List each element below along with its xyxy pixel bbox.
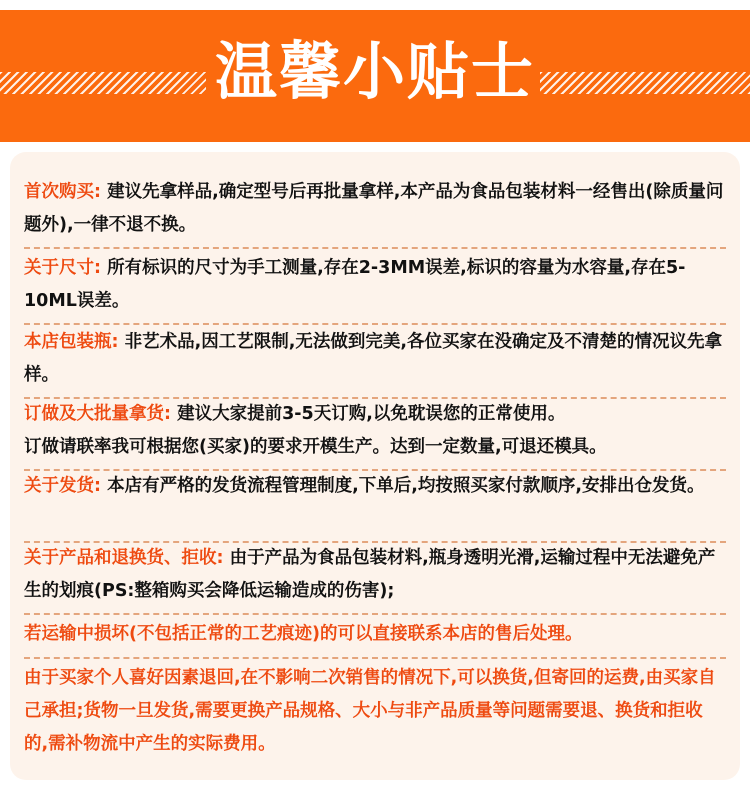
section-text: 建议大家提前3-5天订购,以免耽误您的正常使用。: [171, 404, 566, 424]
section-first-purchase: [10, 176, 740, 242]
divider: [24, 613, 726, 615]
section-personal-returns: [10, 662, 740, 761]
section-label: 订做及大批量拿货:: [24, 404, 171, 424]
section-custom-orders: [10, 398, 740, 464]
section-text: 建议先拿样品,确定型号后再批量拿样,本产品为食品包装材料一经售出(除质量问题外),一律不退不换。: [24, 182, 724, 235]
section-text-line2: 订做请联率我可根据您(买家)的要求开模生产。达到一定数量,可退还模具。: [24, 437, 607, 457]
section-text: 非艺术品,因工艺限制,无法做到完美,各位买家在没确定及不清楚的情况议先拿样。: [24, 332, 723, 385]
section-label: 关于产品和退换货、拒收:: [24, 548, 224, 568]
section-text: 本店有严格的发货流程管理制度,下单后,均按照买家付款顺序,安排出仓发货。: [101, 476, 705, 496]
section-label: 首次购买:: [24, 182, 101, 202]
section-label: 关于尺寸:: [24, 258, 101, 278]
section-text: 所有标识的尺寸为手工测量,存在2-3MM误差,标识的容量为水容量,存在5-10ML误差。: [24, 258, 686, 311]
section-transport-damage: [10, 618, 740, 651]
divider: [24, 247, 726, 249]
notice-panel: [10, 152, 740, 780]
section-text: 若运输中损坏(不包括正常的工艺痕迹)的可以直接联系本店的售后处理。: [24, 624, 583, 644]
section-label: 本店包装瓶:: [24, 332, 119, 352]
section-text: 由于买家个人喜好因素退回,在不影响二次销售的情况下,可以换货,但寄回的运费,由买家自己承担;货物一旦发货,需要更换产品规格、大小与非产品质量等问题需要退、换货和拒收的,需补物流中产生的实际费用。: [24, 668, 716, 754]
section-bottles: [10, 326, 740, 392]
section-dimensions: [10, 252, 740, 318]
section-label: 关于发货:: [24, 476, 101, 496]
section-text: 由于产品为食品包装材料,瓶身透明光滑,运输过程中无法避免产生的划痕(PS:整箱购买会降低运输造成的伤害);: [24, 548, 716, 601]
divider: [24, 323, 726, 325]
divider: [24, 657, 726, 659]
section-returns: [10, 542, 740, 608]
page-title: 温馨小贴士: [214, 35, 535, 108]
section-shipping: [10, 470, 740, 503]
title-banner: [0, 10, 750, 142]
